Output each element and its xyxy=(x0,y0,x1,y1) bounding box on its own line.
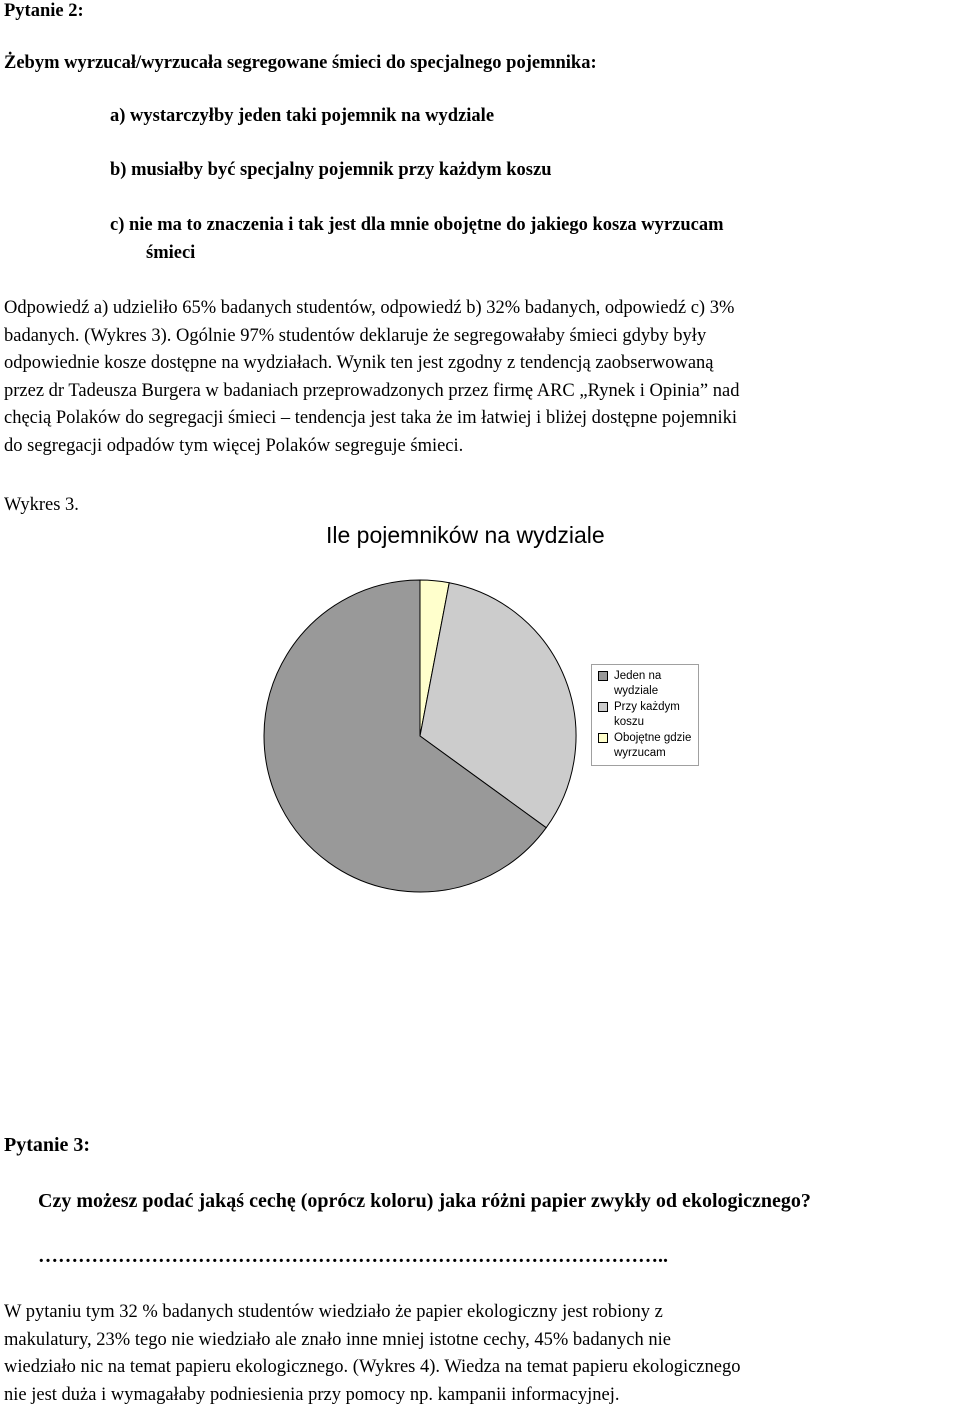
option-c-continued: śmieci xyxy=(146,243,196,263)
legend-label-jeden-line2: wydziale xyxy=(614,685,659,697)
legend-swatch-jeden xyxy=(598,671,608,681)
answer-line: wiedziało nic na temat papieru ekologicznego. (Wykres 4). Wiedza na temat papieru ekologicznego xyxy=(4,1357,741,1377)
legend-swatch-przy xyxy=(598,702,608,712)
answer-line: chęcią Polaków do segregacji śmieci – tendencja jest taka że im łatwiej i bliżej dostępne pojemniki xyxy=(4,408,738,428)
option-a: a) wystarczyłby jeden taki pojemnik na wydziale xyxy=(110,106,495,126)
answer-line: W pytaniu tym 32 % badanych studentów wiedziało że papier ekologiczny jest robiony z xyxy=(4,1302,663,1322)
answer-line: przez dr Tadeusza Burgera w badaniach przeprowadzonych przez firmę ARC „Rynek i Opinia” nad xyxy=(4,380,740,401)
chart-title: Ile pojemników na wydziale xyxy=(326,522,605,548)
question-2-text: Żebym wyrzucał/wyrzucała segregowane śmieci do specjalnego pojemnika: xyxy=(4,53,597,73)
legend-label-przy-line1: Przy każdym xyxy=(614,701,680,713)
legend-label-obojetne-line2: wyrzucam xyxy=(614,747,666,759)
chart-legend xyxy=(591,664,699,766)
question-2-heading: Pytanie 2: xyxy=(4,1,84,21)
question-3-text: Czy możesz podać jakąś cechę (oprócz koloru) jaka różni papier zwykły od ekologicznego? xyxy=(38,1190,811,1212)
question-3-heading: Pytanie 3: xyxy=(4,1134,91,1156)
answer-line: Odpowiedź a) udzieliło 65% badanych studentów, odpowiedź b) 32% badanych, odpowiedź c) 3% xyxy=(4,298,735,318)
answer-blank-dots: ………………………………………………………………………………….. xyxy=(38,1245,668,1267)
legend-label-jeden-line1: Jeden na xyxy=(614,670,662,682)
legend-label-obojetne-line1: Obojętne gdzie xyxy=(614,732,692,744)
answer-line: do segregacji odpadów tym więcej Polaków segreguje śmieci. xyxy=(4,435,464,456)
option-b: b) musiałby być specjalny pojemnik przy każdym koszu xyxy=(110,160,552,180)
figure-label: Wykres 3. xyxy=(4,495,79,515)
question-3-answer xyxy=(4,1299,956,1409)
answer-line: makulatury, 23% tego nie wiedziało ale znało inne mniej istotne cechy, 45% badanych nie xyxy=(4,1329,671,1350)
legend-swatch-obojetne xyxy=(598,733,608,743)
answer-line: nie jest duża i wymagałaby podniesienia przy pomocy np. kampanii informacyjnej. xyxy=(4,1384,620,1405)
option-c: c) nie ma to znaczenia i tak jest dla mnie obojętne do jakiego kosza wyrzucam xyxy=(110,215,724,235)
answer-line: badanych. (Wykres 3). Ogólnie 97% studentów deklaruje że segregowałaby śmieci gdyby były xyxy=(4,325,707,346)
legend-label-przy-line2: koszu xyxy=(614,716,645,728)
answer-line: odpowiednie kosze dostępne na wydziałach. Wynik ten jest zgodny z tendencją zaobserwowaną xyxy=(4,353,714,373)
